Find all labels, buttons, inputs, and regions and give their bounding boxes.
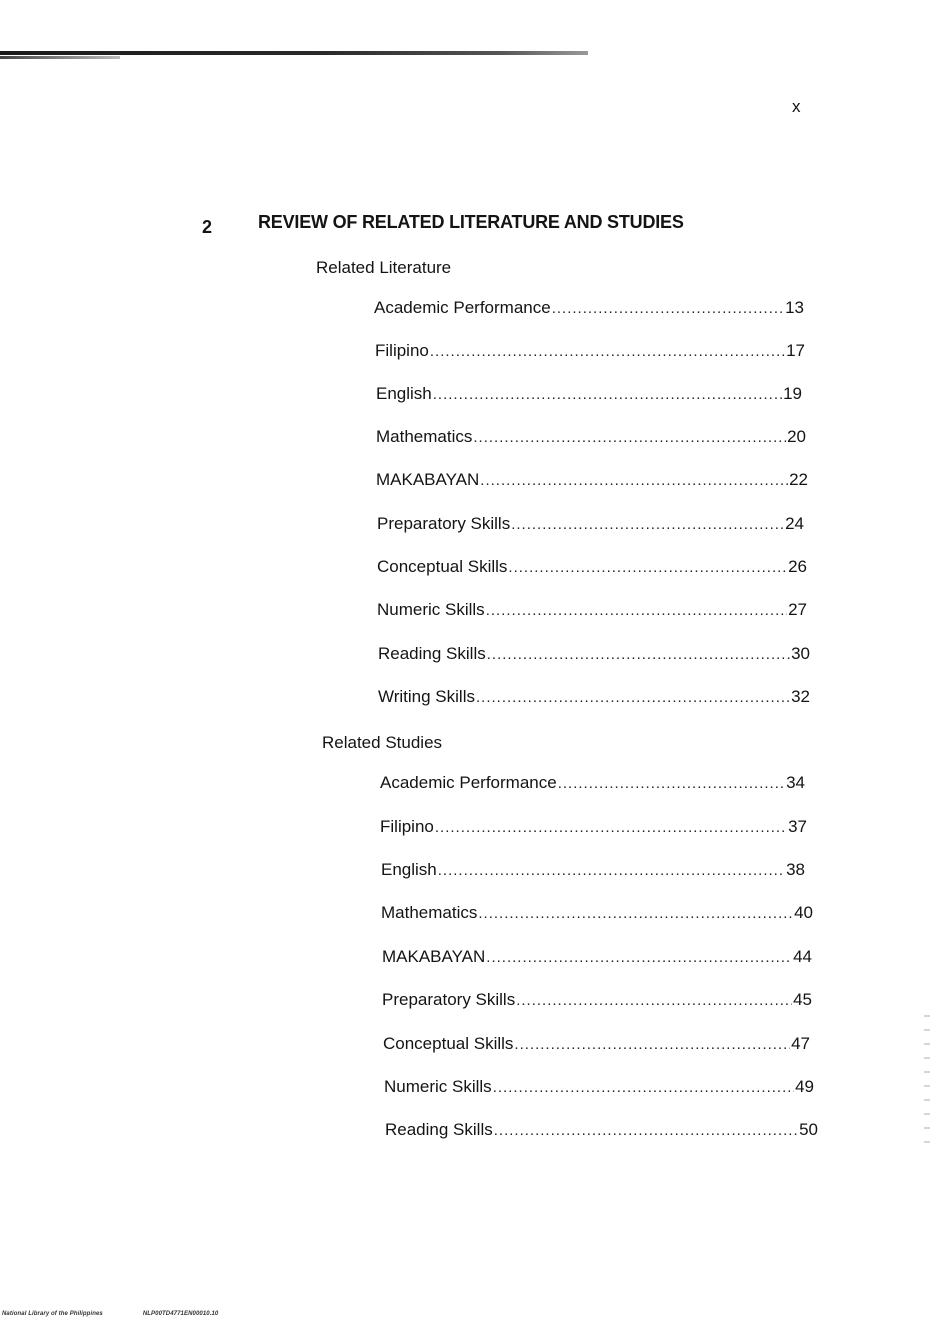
toc-entry bbox=[377, 557, 807, 581]
leader-dots bbox=[552, 300, 784, 317]
chapter-title: REVIEW OF RELATED LITERATURE AND STUDIES bbox=[258, 212, 684, 232]
toc-entry-page: 24 bbox=[785, 514, 804, 533]
toc-entry-page: 45 bbox=[793, 990, 812, 1009]
toc-entry-label: Preparatory Skills bbox=[377, 514, 511, 533]
toc-entry bbox=[382, 990, 812, 1014]
leader-dots bbox=[476, 689, 790, 706]
toc-entry bbox=[378, 644, 810, 668]
toc-entry bbox=[375, 341, 805, 365]
toc-entry bbox=[383, 1034, 810, 1058]
toc-entry-label: Writing Skills bbox=[378, 687, 475, 706]
leader-dots bbox=[435, 819, 787, 836]
leader-dots bbox=[493, 1079, 794, 1096]
leader-dots bbox=[511, 516, 784, 533]
leader-dots bbox=[473, 429, 786, 446]
toc-entry-page: 38 bbox=[786, 860, 805, 879]
toc-entry bbox=[380, 773, 805, 797]
toc-entry bbox=[374, 298, 804, 322]
toc-entry-label: MAKABAYAN bbox=[376, 470, 480, 489]
toc-entry bbox=[377, 600, 807, 624]
leader-dots bbox=[558, 775, 785, 792]
scan-footer bbox=[2, 1311, 258, 1317]
leader-dots bbox=[486, 602, 787, 619]
leader-dots bbox=[486, 949, 792, 966]
footer-code: NLP00TD4771EN00010.10 bbox=[142, 1311, 219, 1317]
toc-entry-label: Academic Performance bbox=[380, 773, 557, 792]
scan-edge-bar bbox=[0, 51, 588, 55]
section-heading-studies: Related Studies bbox=[322, 733, 443, 752]
leader-dots bbox=[478, 905, 793, 922]
toc-entry-page: 17 bbox=[786, 341, 805, 360]
toc-entry-page: 22 bbox=[789, 470, 808, 489]
leader-dots bbox=[494, 1122, 798, 1139]
chapter-number: 2 bbox=[202, 217, 213, 237]
toc-entry-page: 49 bbox=[795, 1077, 814, 1096]
toc-entry-page: 20 bbox=[787, 427, 806, 446]
toc-entry bbox=[376, 427, 806, 451]
toc-entry bbox=[384, 1077, 814, 1101]
toc-entry-page: 13 bbox=[785, 298, 804, 317]
toc-entry-label: MAKABAYAN bbox=[382, 947, 486, 966]
toc-entry-page: 19 bbox=[783, 384, 802, 403]
section-heading-literature: Related Literature bbox=[316, 258, 452, 277]
toc-entry bbox=[376, 470, 808, 494]
leader-dots bbox=[438, 862, 785, 879]
leader-dots bbox=[508, 559, 787, 576]
toc-entry-label: Numeric Skills bbox=[384, 1077, 492, 1096]
leader-dots bbox=[516, 992, 792, 1009]
scan-edge-marks bbox=[924, 1015, 930, 1145]
toc-entry-label: English bbox=[381, 860, 437, 879]
toc-entry bbox=[380, 817, 807, 841]
toc-entry bbox=[376, 384, 802, 408]
toc-entry-label: Reading Skills bbox=[378, 644, 486, 663]
toc-entry bbox=[378, 687, 810, 711]
toc-entry-page: 30 bbox=[791, 644, 810, 663]
toc-entry-label: Academic Performance bbox=[374, 298, 551, 317]
toc-entry-page: 27 bbox=[788, 600, 807, 619]
toc-entry-page: 26 bbox=[788, 557, 807, 576]
toc-entry-page: 47 bbox=[791, 1034, 810, 1053]
roman-page-number: x bbox=[792, 97, 801, 116]
toc-entry-label: Reading Skills bbox=[385, 1120, 493, 1139]
toc-entry-label: Conceptual Skills bbox=[383, 1034, 514, 1053]
toc-entry-label: Mathematics bbox=[376, 427, 473, 446]
toc-entry-label: Preparatory Skills bbox=[382, 990, 516, 1009]
toc-entry-label: Conceptual Skills bbox=[377, 557, 508, 576]
toc-entry-page: 37 bbox=[788, 817, 807, 836]
toc-entry-label: Numeric Skills bbox=[377, 600, 485, 619]
toc-entry-label: Mathematics bbox=[381, 903, 478, 922]
toc-entry bbox=[381, 903, 813, 927]
toc-entry-label: English bbox=[376, 384, 432, 403]
leader-dots bbox=[433, 386, 782, 403]
toc-entry-page: 34 bbox=[786, 773, 805, 792]
toc-entry-label: Filipino bbox=[380, 817, 434, 836]
toc-entry-page: 40 bbox=[794, 903, 813, 922]
toc-entry bbox=[385, 1120, 818, 1144]
leader-dots bbox=[514, 1036, 790, 1053]
footer-library: National Library of the Philippines bbox=[2, 1311, 103, 1317]
toc-entry-label: Filipino bbox=[375, 341, 429, 360]
toc-entry-page: 50 bbox=[799, 1120, 818, 1139]
leader-dots bbox=[487, 646, 790, 663]
scan-edge-bar-secondary bbox=[0, 56, 120, 59]
leader-dots bbox=[480, 472, 788, 489]
toc-entry-page: 32 bbox=[791, 687, 810, 706]
toc-entry bbox=[377, 514, 804, 538]
leader-dots bbox=[430, 343, 785, 360]
toc-entry bbox=[381, 860, 805, 884]
toc-entry-page: 44 bbox=[793, 947, 812, 966]
toc-entry bbox=[382, 947, 812, 971]
